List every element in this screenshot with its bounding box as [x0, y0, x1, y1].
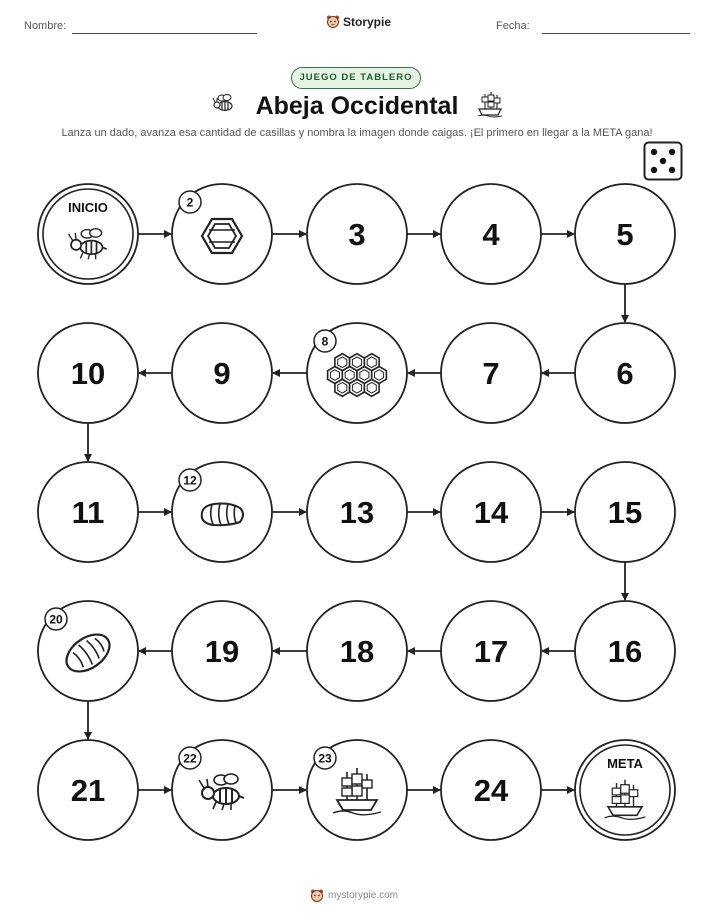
- board-space-22: [172, 740, 272, 840]
- start-label: INICIO: [68, 200, 108, 215]
- space-number: 10: [70, 356, 106, 391]
- board-space-14: [441, 462, 541, 562]
- board-space-2: [172, 184, 272, 284]
- space-number: 13: [339, 495, 375, 530]
- board-space-9: [172, 323, 272, 423]
- space-number: 11: [71, 495, 105, 530]
- board-game-badge: JUEGO DE TABLERO: [291, 67, 421, 89]
- date-label: Fecha:: [496, 20, 530, 32]
- board-space-11: [38, 462, 138, 562]
- larva-icon: [202, 504, 243, 526]
- space-number: 4: [482, 217, 500, 252]
- board-space-25: [575, 740, 675, 840]
- space-number: 8: [321, 334, 329, 349]
- space-number: 21: [70, 773, 106, 808]
- board-space-21: [38, 740, 138, 840]
- space-number: 18: [339, 634, 375, 669]
- space-number: 12: [183, 473, 197, 488]
- space-number: 17: [473, 634, 509, 669]
- space-number: 20: [49, 612, 63, 627]
- board-space-16: [575, 601, 675, 701]
- board-space-24: [441, 740, 541, 840]
- board-space-8: [307, 323, 407, 423]
- board-space-13: [307, 462, 407, 562]
- space-number: 7: [482, 356, 500, 391]
- goal-label: META: [607, 756, 643, 771]
- space-number: 23: [318, 751, 332, 766]
- page-title: Abeja Occidental: [255, 92, 459, 120]
- board-space-19: [172, 601, 272, 701]
- space-number: 5: [616, 217, 634, 252]
- board-space-6: [575, 323, 675, 423]
- board-space-3: [307, 184, 407, 284]
- space-number: 2: [186, 195, 194, 210]
- space-number: 16: [607, 634, 643, 669]
- space-number: 24: [473, 773, 509, 808]
- board-space-15: [575, 462, 675, 562]
- space-number: 9: [213, 356, 231, 391]
- board-space-17: [441, 601, 541, 701]
- space-number: 19: [204, 634, 240, 669]
- name-label: Nombre:: [24, 20, 67, 32]
- footer-site: mystorypie.com: [328, 890, 399, 901]
- honeycomb-icon: [328, 354, 387, 397]
- space-number: 3: [348, 217, 366, 252]
- board-space-5: [575, 184, 675, 284]
- hexagon-icon: [202, 219, 242, 253]
- storypie-mascot-icon: [310, 888, 324, 903]
- footer: [310, 888, 398, 903]
- space-number: 6: [616, 356, 634, 391]
- board-space-4: [441, 184, 541, 284]
- board-space-1: [38, 184, 138, 284]
- space-number: 15: [607, 495, 643, 530]
- board-space-12: [172, 462, 272, 562]
- space-number: 22: [183, 751, 197, 766]
- board-space-7: [441, 323, 541, 423]
- board-space-23: [307, 740, 407, 840]
- brand-name: Storypie: [343, 14, 392, 29]
- board-space-18: [307, 601, 407, 701]
- instructions: Lanza un dado, avanza esa cantidad de casillas y nombra la imagen donde caigas. ¡El primero en llegar a la META gana!: [61, 127, 653, 139]
- board-space-10: [38, 323, 138, 423]
- board-space-20: [38, 601, 138, 701]
- space-number: 14: [473, 495, 509, 530]
